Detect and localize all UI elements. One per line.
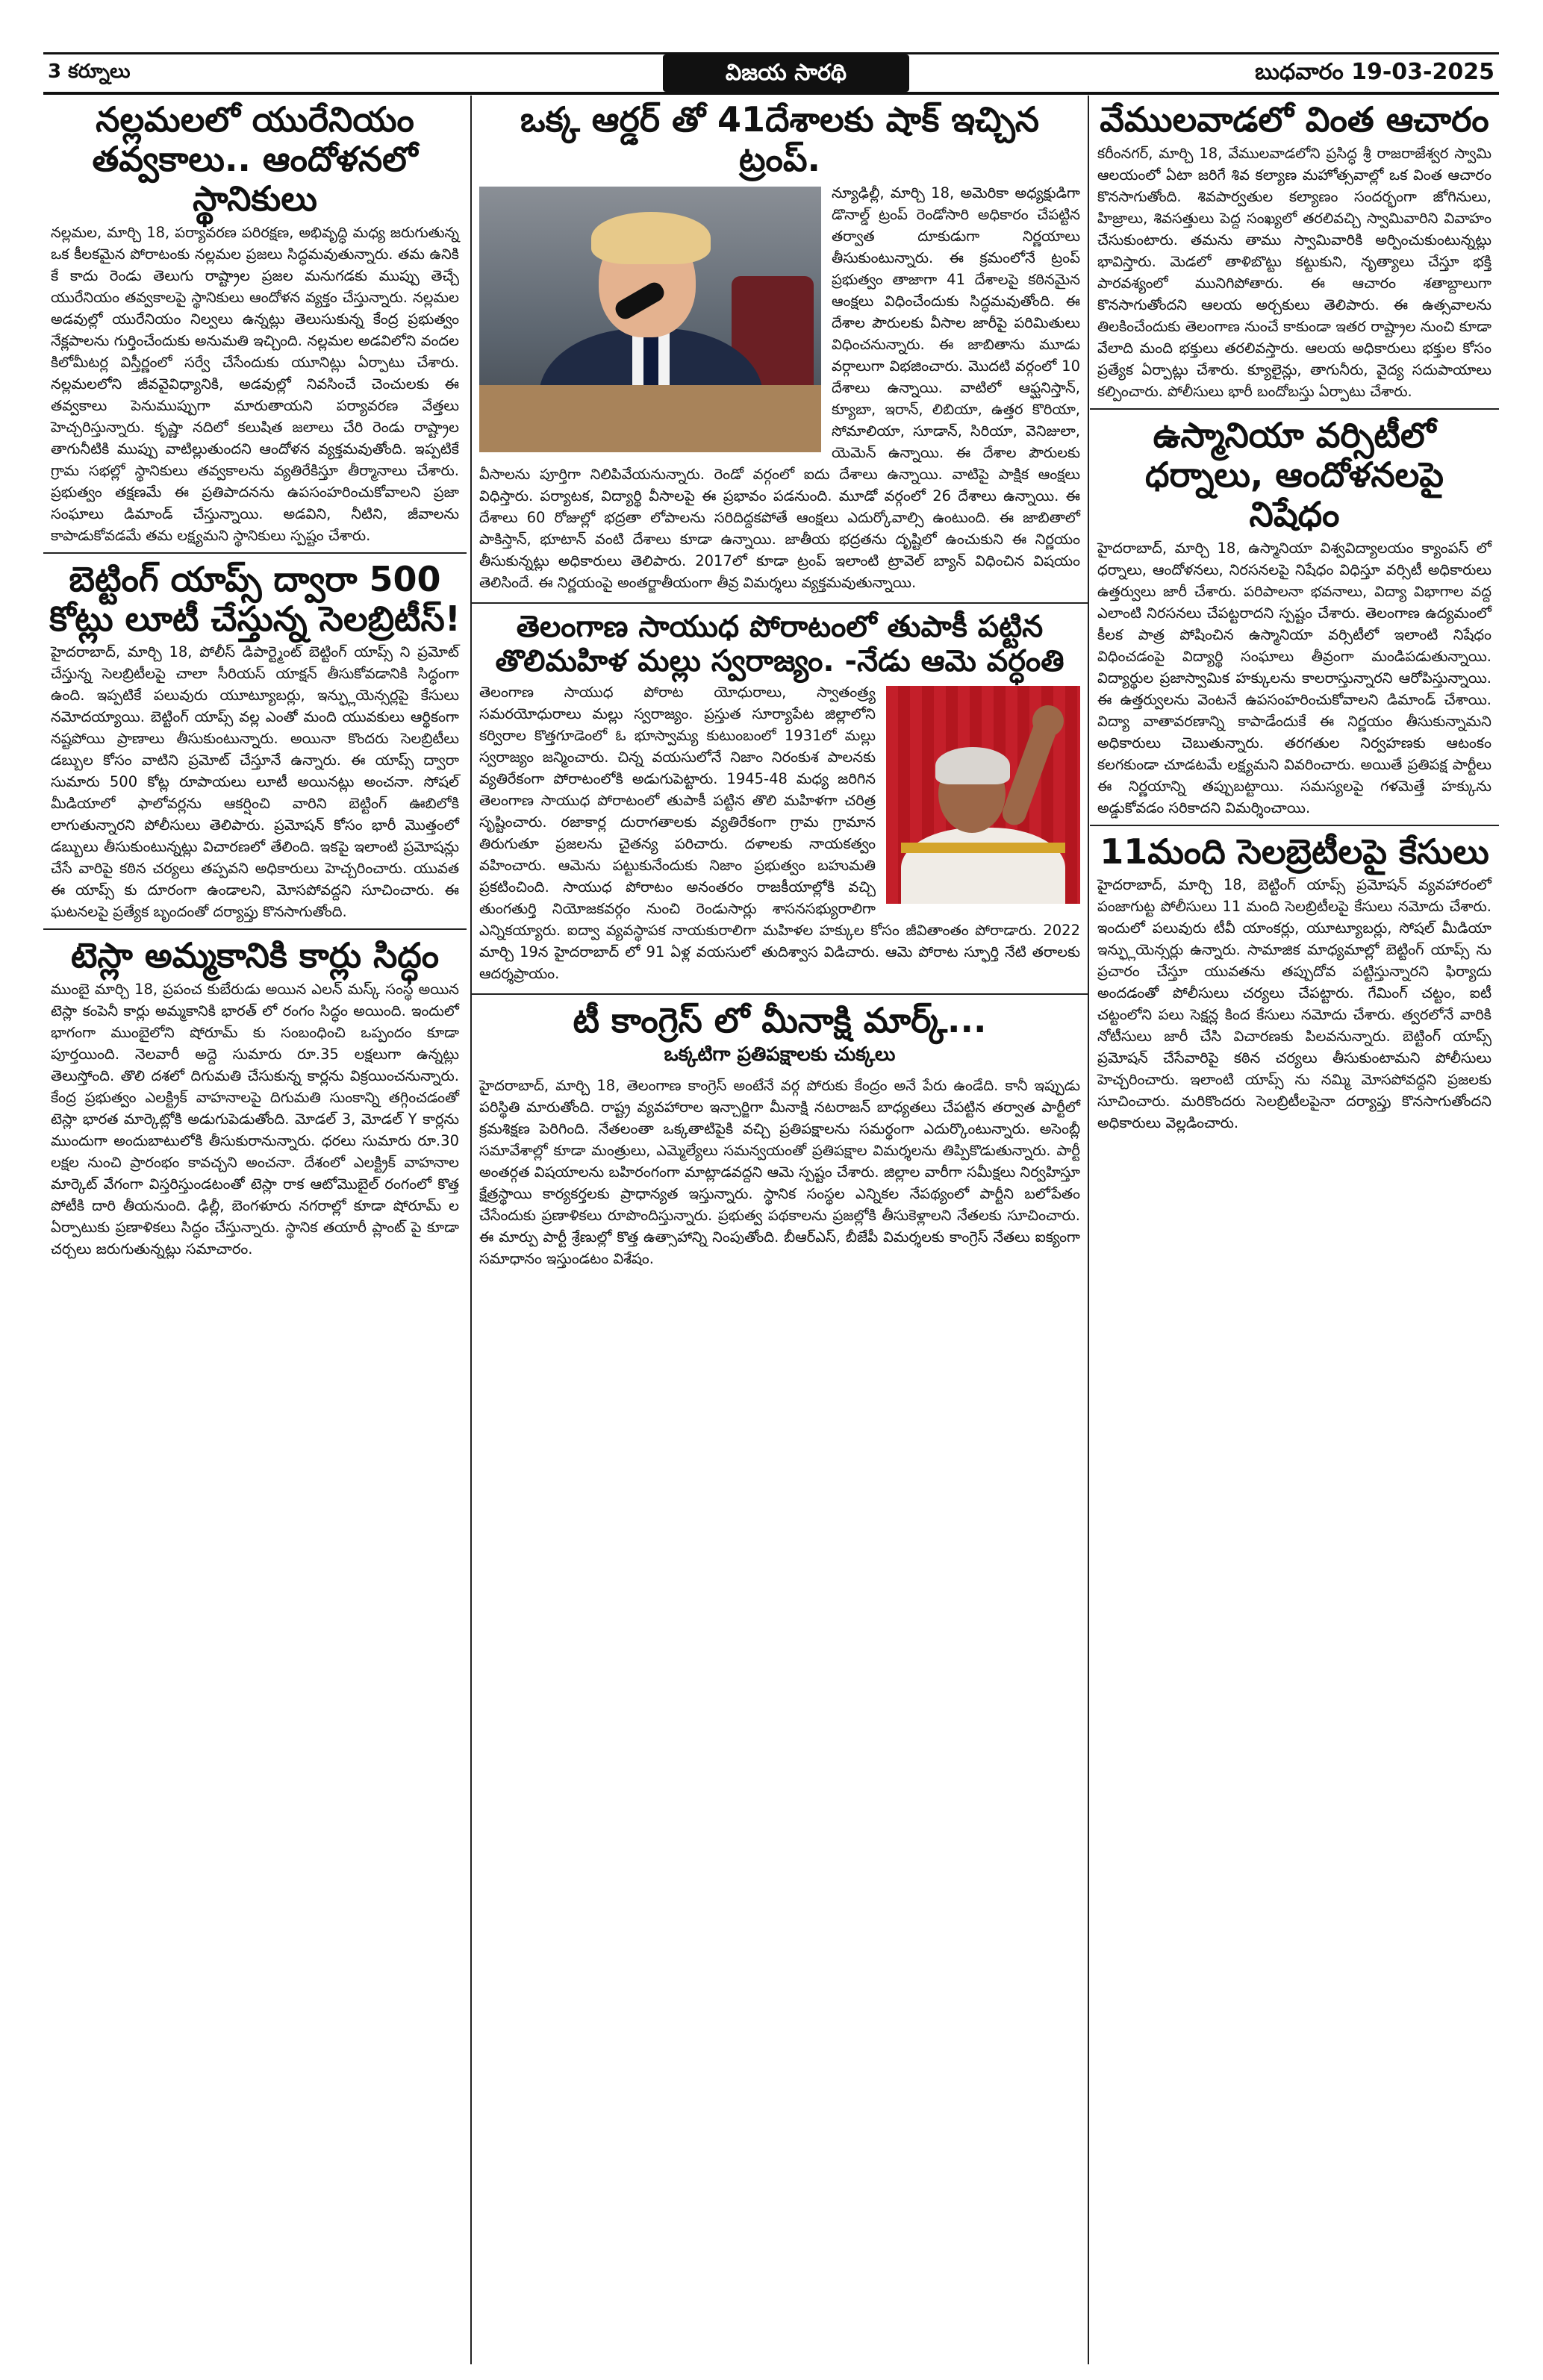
mallu-swarajyam-headline: తెలంగాణ సాయుధ పోరాటంలో తుపాకీ పట్టిన తొలిమహిళ మల్లు స్వరాజ్యం. -నేడు ఆమె వర్ధంతి	[495, 609, 1064, 678]
right-column	[1090, 96, 1499, 2364]
uranium-article-body: నల్లమల, మార్చి 18, పర్యావరణ పరిరక్షణ, అభివృద్ధి మధ్య జరుగుతున్న ఒక కీలకమైన పోరాటంకు నల్లమల ప్రజలు సిద్ధమవుతున్నారు. తమ ఉనికి కే కాదు రెండు తెలుగు రాష్ట్రాల ప్రజల మనుగడకు ముప్పు తెచ్చే యురేనియం తవ్వకాలపై స్థానికులు ఆందోళన వ్యక్తం చేస్తున్నారు. నల్లమల అడవుల్లో యురేనియం నిల్వలు ఉన్నట్లు తెలుసుకున్న కేంద్ర ప్రభుత్వం నేక్లపాలను గుర్తించేందుకు అనుమతి ఇచ్చింది. నల్లమల అడవిలోని వందల కిలోమీటర్ల విస్తీర్ణంలో సర్వే చేసేందుకు యూనిట్లు ఏర్పాటు చేశారు. నల్లమలలోని జీవవైవిధ్యానికి, అడవుల్లో నివసించే చెంచులకు ఈ తవ్వకాలు పెనుముప్పుగా మారుతాయని పర్యావరణ వేత్తలు హెచ్చరిస్తున్నారు. కృష్ణా నదిలో కలుషిత జలాలు చేరి రెండు రాష్ట్రాల తాగునీటికి ముప్పు వాటిల్లుతుందని ఆందోళన వ్యక్తమవుతోంది. ఇప్పటికే గ్రామ సభల్లో స్థానికులు తవ్వకాలను వ్యతిరేకిస్తూ తీర్మానాలు చేశారు. ప్రభుత్వం తక్షణమే ఈ ప్రతిపాదనను ఉపసంహరించుకోవాలని ప్రజా సంఘాలు డిమాండ్ చేస్తున్నాయి. అడవిని, నీటిని, జీవాలను కాపాడుకోవడమే తమ లక్ష్యమని స్థానికులు స్పష్టం చేశారు.	[51, 223, 459, 544]
vemulawada-article-body: కరీంనగర్, మార్చి 18, వేములవాడలోని ప్రసిద్ధ శ్రీ రాజరాజేశ్వర స్వామి ఆలయంలో ఏటా జరిగే శివ కల్యాణ మహోత్సవాల్లో ఒక వింత ఆచారం కొనసాగుతోంది. శివపార్వతుల కల్యాణం సందర్భంగా జోగినులు, హిజ్రాలు, శివసత్తులు పెద్ద సంఖ్యలో తరలివచ్చి స్వామివారిని వివాహం చేసుకుంటారు. తమను తాము స్వామివారికి అర్పించుకుంటున్నట్లు భావిస్తారు. మెడలో తాళిబొట్టు కట్టుకుని, నృత్యాలు చేస్తూ భక్తి పారవశ్యంలో మునిగిపోతారు. ఈ ఆచారం శతాబ్దాలుగా కొనసాగుతోందని ఆలయ అర్చకులు తెలిపారు. ఈ ఉత్సవాలను తిలకించేందుకు తెలంగాణ నుంచే కాకుండా ఇతర రాష్ట్రాల నుంచి కూడా వేలాది మంది భక్తులు తరలివస్తారు. ఆలయ అధికారులు భక్తుల కోసం ప్రత్యేక ఏర్పాట్లు చేశారు. క్యూలైన్లు, తాగునీరు, వైద్య సదుపాయాలు కల్పించారు. పోలీసులు భారీ బందోబస్తు ఏర్పాటు చేశారు.	[1097, 144, 1491, 400]
paper-name: విజయ సారథి	[663, 54, 909, 92]
masthead	[43, 52, 1499, 95]
divider	[472, 993, 1088, 995]
congress-headline: టీ కాంగ్రెస్ లో మీనాక్షి మార్క్...	[573, 999, 987, 1040]
trump-headline: ఒక్క ఆర్డర్ తో 41దేశాలకు షాక్ ఇచ్చిన ట్రంప్.	[520, 99, 1040, 179]
uranium-headline: నల్లమలలో యురేనియం తవ్వకాలు.. ఆందోళనలో స్థానికులు	[92, 99, 418, 219]
issue-date: బుధవారం 19-03-2025	[1255, 59, 1494, 85]
mallu-swarajyam-photo	[886, 686, 1080, 904]
tesla-article-body: ముంబై మార్చి 18, ప్రపంచ కుబేరుడు అయిన ఎలన్ మస్క్ సంస్థ అయిన టెస్లా కంపెనీ కార్లు అమ్మకానికి భారత్ లో రంగం సిద్ధం అయింది. ఇందులో భాగంగా ముంబైలోని షోరూమ్ కు సంబంధించి ఒప్పందం కూడా పూర్తయింది. నెలవారీ అద్దె సుమారు రూ.35 లక్షలుగా ఉన్నట్లు తెలుస్తోంది. తొలి దశలో దిగుమతి చేసుకున్న కార్లను విక్రయించనున్నారు. కేంద్ర ప్రభుత్వం ఎలక్ట్రిక్ వాహనాలపై దిగుమతి సుంకాన్ని తగ్గించడంతో టెస్లా భారత మార్కెట్లోకి అడుగుపెడుతోంది. మోడల్ 3, మోడల్ Y కార్లను ముందుగా అందుబాటులోకి తీసుకురానున్నారు. ధరలు సుమారు రూ.30 లక్షల నుంచి ప్రారంభం కావచ్చని అంచనా. దేశంలో ఎలక్ట్రిక్ వాహనాల మార్కెట్ వేగంగా విస్తరిస్తుండటంతో టెస్లా రాక ఆటోమొబైల్ రంగంలో కొత్త పోటీకి దారి తీయనుంది. ఢిల్లీ, బెంగళూరు నగరాల్లో కూడా షోరూమ్ ల ఏర్పాటుకు ప్రణాళికలు సిద్ధం చేస్తున్నారు. స్థానిక తయారీ ప్లాంట్ పై కూడా చర్చలు జరుగుతున్నట్లు సమాచారం.	[51, 981, 459, 1258]
center-column	[470, 96, 1089, 2364]
betting-apps-headline: బెట్టింగ్ యాప్స్ ద్వారా 500 కోట్లు లూటీ చేస్తున్న సెలబ్రిటీస్!	[49, 558, 461, 639]
celebrity-cases-article-body: హైదరాబాద్, మార్చి 18, బెట్టింగ్ యాప్స్ ప్రమోషన్ వ్యవహారంలో పంజాగుట్ట పోలీసులు 11 మంది సెలబ్రిటీలపై కేసులు నమోదు చేశారు. ఇందులో పలువురు టీవీ యాంకర్లు, యూట్యూబర్లు, సోషల్ మీడియా ఇన్ఫ్లుయెన్సర్లు ఉన్నారు. సామాజిక మాధ్యమాల్లో బెట్టింగ్ యాప్స్ ను ప్రచారం చేస్తూ యువతను తప్పుదోవ పట్టిస్తున్నారని ఫిర్యాదు అందడంతో పోలీసులు చర్యలు చేపట్టారు. గేమింగ్ చట్టం, ఐటీ చట్టంలోని పలు సెక్షన్ల కింద కేసులు నమోదు చేశారు. త్వరలోనే వారికి నోటీసులు జారీ చేసి విచారణకు పిలవనున్నారు. బెట్టింగ్ యాప్స్ ప్రమోషన్ చేసేవారిపై కఠిన చర్యలు తీసుకుంటామని పోలీసులు హెచ్చరించారు. ఇలాంటి యాప్స్ ను నమ్మి మోసపోవద్దని ప్రజలకు సూచించారు. మరికొందరు సెలబ్రిటీలపైనా దర్యాప్తు కొనసాగుతోందని అధికారులు వెల్లడించారు.	[1097, 876, 1491, 1132]
mallu-swarajyam-article-body: తెలంగాణ సాయుధ పోరాట యోధురాలు, స్వాతంత్ర్య సమరయోధురాలు మల్లు స్వరాజ్యం. ప్రస్తుత సూర్యాపేట జిల్లాలోని కర్విరాల కొత్తగూడెంలో ఓ భూస్వామ్య కుటుంబంలో 1931లో మల్లు స్వరాజ్యం జన్మించారు. చిన్న వయసులోనే నిజాం నిరంకుశ పాలనకు వ్యతిరేకంగా పోరాటంలోకి అడుగుపెట్టారు. 1945-48 మధ్య జరిగిన తెలంగాణ సాయుధ పోరాటంలో తుపాకీ పట్టిన తొలి మహిళగా చరిత్ర సృష్టించారు. రజాకార్ల దురాగతాలకు వ్యతిరేకంగా గ్రామ గ్రామాన తిరుగుతూ ప్రజలను చైతన్య పరిచారు. దళాలకు నాయకత్వం వహించారు. ఆమెను పట్టుకునేందుకు నిజాం ప్రభుత్వం బహుమతి ప్రకటించింది. సాయుధ పోరాటం అనంతరం రాజకీయాల్లోకి వచ్చి తుంగతుర్తి నియోజకవర్గం నుంచి రెండుసార్లు శాసనసభ్యురాలిగా ఎన్నికయ్యారు. ఐద్వా వ్యవస్థాపక నాయకురాలిగా మహిళల హక్కుల కోసం జీవితాంతం పోరాడారు. 2022 మార్చి 19న హైదరాబాద్ లో 91 ఏళ్ల వయసులో తుదిశ్వాస విడిచారు. ఆమె పోరాట స్ఫూర్తి నేటి తరాలకు ఆదర్శప్రాయం.	[479, 683, 1080, 982]
divider	[1090, 825, 1499, 826]
divider	[43, 928, 467, 930]
vemulawada-headline: వేములవాడలో వింత ఆచారం	[1100, 99, 1489, 140]
tesla-headline: టెస్లా అమ్మకానికి కార్లు సిద్ధం	[70, 935, 440, 976]
left-column	[43, 96, 467, 2364]
trump-article-body: న్యూఢిల్లీ, మార్చి 18, అమెరికా అధ్యక్షుడిగా డొనాల్డ్ ట్రంప్ రెండోసారి అధికారం చేపట్టిన తర్వాత దూకుడుగా నిర్ణయాలు తీసుకుంటున్నారు. ఈ క్రమంలోనే ట్రంప్ ప్రభుత్వం తాజాగా 41 దేశాలపై కఠినమైన ఆంక్షలు విధించేందుకు సిద్ధమవుతోంది. ఈ దేశాల పౌరులకు వీసాల జారీపై పరిమితులు విధించనున్నారు. ఈ జాబితాను మూడు వర్గాలుగా విభజించారు. మొదటి వర్గంలో 10 దేశాలు ఉన్నాయి. వాటిలో ఆఫ్ఘనిస్తాన్, క్యూబా, ఇరాన్, లిబియా, ఉత్తర కొరియా, సోమాలియా, సూడాన్, సిరియా, వెనిజులా, యెమెన్ ఉన్నాయి. ఈ దేశాల పౌరులకు వీసాలను పూర్తిగా నిలిపివేయనున్నారు. రెండో వర్గంలో ఐదు దేశాలు ఉన్నాయి. వాటిపై పాక్షిక ఆంక్షలు విధిస్తారు. పర్యాటక, విద్యార్థి వీసాలపై ఈ ప్రభావం పడనుంది. మూడో వర్గంలో 26 దేశాలు ఉన్నాయి. ఈ దేశాలు 60 రోజుల్లో భద్రతా లోపాలను సరిదిద్దకపోతే ఆంక్షలు ఎదుర్కోవాల్సి ఉంటుంది. ఈ జాబితాలో పాకిస్తాన్, భూటాన్ వంటి దేశాలు కూడా ఉన్నాయి. జాతీయ భద్రతను దృష్టిలో ఉంచుకుని ఈ నిర్ణయం తీసుకున్నట్లు అధికారులు తెలిపారు. 2017లో కూడా ట్రంప్ ఇలాంటి ట్రావెల్ బ్యాన్ విధించిన విషయం తెలిసిందే. ఈ నిర్ణయంపై అంతర్జాతీయంగా తీవ్ర విమర్శలు వ్యక్తమవుతున్నాయి.	[479, 184, 1080, 591]
page-label: 3 కర్నూలు	[48, 60, 131, 83]
divider	[1090, 408, 1499, 410]
osmania-article-body: హైదరాబాద్, మార్చి 18, ఉస్మానియా విశ్వవిద్యాలయం క్యాంపస్ లో ధర్నాలు, ఆందోళనలు, నిరసనలపై నిషేధం విధిస్తూ వర్సిటీ అధికారులు ఉత్తర్వులు జారీ చేశారు. పరిపాలనా భవనాలు, విద్యా విభాగాల వద్ద ఎలాంటి నిరసనలు చేపట్టరాదని స్పష్టం చేశారు. తెలంగాణ ఉద్యమంలో కీలక పాత్ర పోషించిన ఉస్మానియా వర్సిటీలో ఇలాంటి నిషేధం విధించడంపై విద్యార్థి సంఘాలు తీవ్రంగా మండిపడుతున్నాయి. విద్యార్థుల ప్రజాస్వామిక హక్కులను కాలరాస్తున్నారని ఆరోపిస్తున్నాయి. ఈ ఉత్తర్వులను వెంటనే ఉపసంహరించుకోవాలని డిమాండ్ చేశాయి. విద్యా వాతావరణాన్ని కాపాడేందుకే ఈ నిర్ణయం తీసుకున్నామని అధికారులు చెబుతున్నారు. తరగతుల నిర్వహణకు ఆటంకం కలగకుండా చూడటమే లక్ష్యమని వివరించారు. అయితే ప్రతిపక్ష పార్టీలు ఈ నిర్ణయాన్ని తప్పుబట్టాయి. సమస్యలపై గళమెత్తే హక్కును అడ్డుకోవడం సరికాదని విమర్శించాయి.	[1097, 539, 1491, 816]
divider	[472, 602, 1088, 604]
divider	[43, 552, 467, 554]
osmania-headline: ఉస్మానియా వర్సిటీలో ధర్నాలు, ఆందోళనలపై నిషేధం	[1144, 414, 1444, 534]
congress-article-body: హైదరాబాద్, మార్చి 18, తెలంగాణ కాంగ్రెస్ అంటేనే వర్గ పోరుకు కేంద్రం అనే పేరు ఉండేది. కానీ ఇప్పుడు పరిస్థితి మారుతోంది. రాష్ట్ర వ్యవహారాల ఇన్చార్జిగా మీనాక్షి నటరాజన్ బాధ్యతలు చేపట్టిన తర్వాత పార్టీలో క్రమశిక్షణ పెరిగింది. నేతలంతా ఒక్కతాటిపైకి వచ్చి ప్రతిపక్షాలను సమర్థంగా ఎదుర్కొంటున్నారు. అసెంబ్లీ సమావేశాల్లో కూడా మంత్రులు, ఎమ్మెల్యేలు సమన్వయంతో ప్రతిపక్షాల విమర్శలను తిప్పికొడుతున్నారు. పార్టీ అంతర్గత విషయాలను బహిరంగంగా మాట్లాడవద్దని ఆమె స్పష్టం చేశారు. జిల్లాల వారీగా సమీక్షలు నిర్వహిస్తూ క్షేత్రస్థాయి కార్యకర్తలకు ప్రాధాన్యత ఇస్తున్నారు. స్థానిక సంస్థల ఎన్నికల నేపథ్యంలో పార్టీని బలోపేతం చేసేందుకు ప్రణాళికలు రూపొందిస్తున్నారు. ప్రభుత్వ పథకాలను ప్రజల్లోకి తీసుకెళ్లాలని నేతలకు సూచించారు. ఈ మార్పు పార్టీ శ్రేణుల్లో కొత్త ఉత్సాహాన్ని నింపుతోంది. బీఆర్ఎస్, బీజేపీ విమర్శలకు కాంగ్రెస్ నేతలు ఐక్యంగా సమాధానం ఇస్తుండటం విశేషం.	[479, 1076, 1080, 1267]
trump-photo	[479, 187, 821, 452]
betting-apps-article-body: హైదరాబాద్, మార్చి 18, పోలీస్ డిపార్ట్మెంట్ బెట్టింగ్ యాప్స్ ని ప్రమోట్ చేస్తున్న సెలబ్రిటీలపై చాలా సీరియస్ యాక్షన్ తీసుకోవడానికి సిద్ధంగా ఉంది. ఇప్పటికే పలువురు యూట్యూబర్లు, ఇన్ఫ్లుయెన్సర్లపై కేసులు నమోదయ్యాయి. బెట్టింగ్ యాప్స్ వల్ల ఎంతో మంది యువకులు ఆర్థికంగా నష్టపోయి ప్రాణాలు తీసుకుంటున్నారు. అయినా కొందరు సెలబ్రిటీలు డబ్బుల కోసం వాటిని ప్రమోట్ చేస్తూనే ఉన్నారు. ఈ యాప్స్ ద్వారా సుమారు 500 కోట్ల రూపాయలు లూటీ అయినట్లు అంచనా. సోషల్ మీడియాలో ఫాలోవర్లను ఆకర్షించి వారిని బెట్టింగ్ ఊబిలోకి లాగుతున్నారని పోలీసులు తెలిపారు. ప్రమోషన్ కోసం భారీ మొత్తంలో డబ్బులు తీసుకుంటున్నట్లు విచారణలో తేలింది. ఇకపై ఇలాంటి ప్రమోషన్లు చేసే వారిపై కఠిన చర్యలు తప్పవని అధికారులు హెచ్చరించారు. యువత ఈ యాప్స్ కు దూరంగా ఉండాలని, మోసపోవద్దని సూచించారు. ఈ ఘటనలపై ప్రత్యేక బృందంతో దర్యాప్తు కొనసాగుతోంది.	[51, 643, 459, 921]
congress-subhead: ఒక్కటిగా ప్రతిపక్షాలకు చుక్కలు	[664, 1043, 896, 1066]
celebrity-cases-headline: 11మంది సెలబ్రెటీలపై కేసులు	[1100, 831, 1489, 872]
